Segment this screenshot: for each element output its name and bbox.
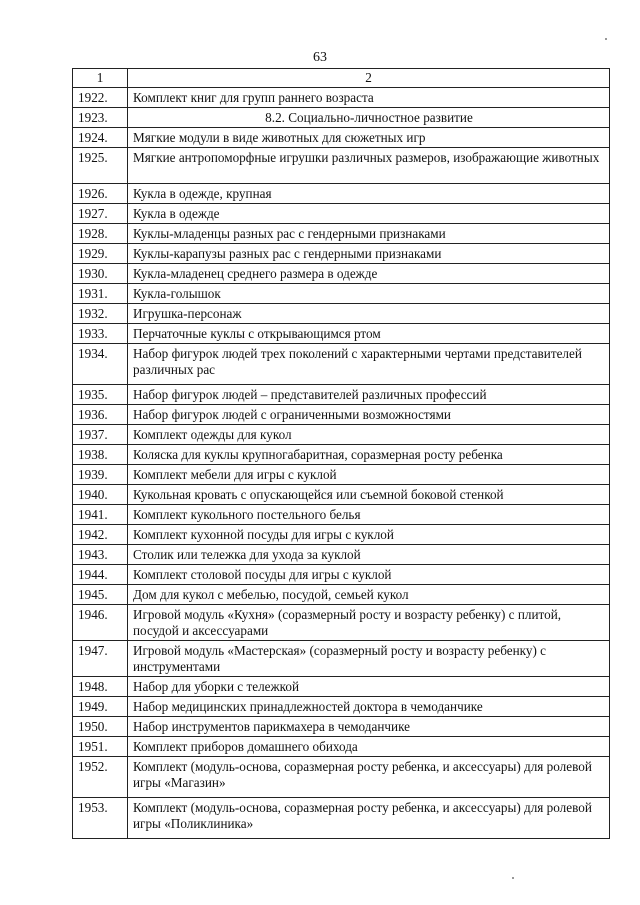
row-text: Комплект (модуль-основа, соразмерная росту ребенка, и аксессуары) для ролевой игры «Поликлиника»	[128, 798, 610, 839]
table-row	[73, 324, 610, 344]
row-text: Мягкие модули в виде животных для сюжетных игр	[128, 128, 610, 148]
row-number: 1937.	[73, 425, 128, 445]
row-text: Игрушка-персонаж	[128, 304, 610, 324]
row-number: 1942.	[73, 525, 128, 545]
row-number: 1926.	[73, 184, 128, 204]
row-number: 1940.	[73, 485, 128, 505]
table-row	[73, 545, 610, 565]
row-number: 1922.	[73, 88, 128, 108]
row-text: Комплект одежды для кукол	[128, 425, 610, 445]
row-number: 1930.	[73, 264, 128, 284]
row-text: Комплект столовой посуды для игры с куклой	[128, 565, 610, 585]
row-number: 1953.	[73, 798, 128, 839]
page-number: 63	[313, 50, 327, 65]
table-row	[73, 465, 610, 485]
row-text: Набор для уборки с тележкой	[128, 677, 610, 697]
row-number: 1929.	[73, 244, 128, 264]
row-text: Куклы-карапузы разных рас с гендерными признаками	[128, 244, 610, 264]
row-text: Набор медицинских принадлежностей доктора в чемоданчике	[128, 697, 610, 717]
row-text: Кукла-младенец среднего размера в одежде	[128, 264, 610, 284]
row-text: Комплект книг для групп раннего возраста	[128, 88, 610, 108]
table-row	[73, 641, 610, 677]
row-number: 1928.	[73, 224, 128, 244]
row-text: Набор фигурок людей с ограниченными возможностями	[128, 405, 610, 425]
scan-speck	[605, 38, 607, 40]
row-text: Столик или тележка для ухода за куклой	[128, 545, 610, 565]
table-row	[73, 425, 610, 445]
table-row	[73, 445, 610, 465]
row-number: 1935.	[73, 385, 128, 405]
equipment-table	[72, 68, 610, 839]
table-row	[73, 677, 610, 697]
table-row	[73, 757, 610, 798]
row-text: Игровой модуль «Кухня» (соразмерный росту и возрасту ребенку) с плитой, посудой и аксессуарами	[128, 605, 610, 641]
table-row	[73, 798, 610, 839]
row-text: Коляска для куклы крупногабаритная, соразмерная росту ребенка	[128, 445, 610, 465]
row-text: Перчаточные куклы с открывающимся ртом	[128, 324, 610, 344]
table-row	[73, 485, 610, 505]
row-text: Комплект приборов домашнего обихода	[128, 737, 610, 757]
row-text: Комплект мебели для игры с куклой	[128, 465, 610, 485]
row-number: 1939.	[73, 465, 128, 485]
row-number: 1949.	[73, 697, 128, 717]
row-text: Комплект (модуль-основа, соразмерная росту ребенка, и аксессуары) для ролевой игры «Магазин»	[128, 757, 610, 798]
row-text: Набор инструментов парикмахера в чемоданчике	[128, 717, 610, 737]
row-text: Набор фигурок людей трех поколений с характерными чертами представителей различных рас	[128, 344, 610, 385]
row-text: Набор фигурок людей – представителей различных профессий	[128, 385, 610, 405]
table-row	[73, 505, 610, 525]
row-number: 1941.	[73, 505, 128, 525]
row-text: Кукла-голышок	[128, 284, 610, 304]
row-number: 1934.	[73, 344, 128, 385]
column-header: 2	[128, 69, 610, 88]
row-number: 1951.	[73, 737, 128, 757]
table-row	[73, 405, 610, 425]
row-number: 1927.	[73, 204, 128, 224]
table-row	[73, 565, 610, 585]
table-row	[73, 128, 610, 148]
row-text: Игровой модуль «Мастерская» (соразмерный росту и возрасту ребенку) с инструментами	[128, 641, 610, 677]
table-row	[73, 284, 610, 304]
table-row	[73, 204, 610, 224]
row-text: Дом для кукол с мебелью, посудой, семьей кукол	[128, 585, 610, 605]
section-heading: 8.2. Социально-личностное развитие	[128, 108, 610, 128]
table-row	[73, 737, 610, 757]
table-row	[73, 344, 610, 385]
row-number: 1924.	[73, 128, 128, 148]
table-row	[73, 88, 610, 108]
column-header: 1	[73, 69, 128, 88]
row-number: 1933.	[73, 324, 128, 344]
row-text: Комплект кукольного постельного белья	[128, 505, 610, 525]
row-text: Куклы-младенцы разных рас с гендерными признаками	[128, 224, 610, 244]
table-row	[73, 697, 610, 717]
row-text: Мягкие антропоморфные игрушки различных размеров, изображающие животных	[128, 148, 610, 184]
row-number: 1931.	[73, 284, 128, 304]
table-row	[73, 244, 610, 264]
row-number: 1946.	[73, 605, 128, 641]
table-row	[73, 304, 610, 324]
row-number: 1945.	[73, 585, 128, 605]
row-number: 1932.	[73, 304, 128, 324]
table-row	[73, 525, 610, 545]
section-row	[73, 108, 610, 128]
row-number: 1948.	[73, 677, 128, 697]
scan-speck	[512, 877, 514, 879]
row-text: Кукла в одежде, крупная	[128, 184, 610, 204]
table-row	[73, 585, 610, 605]
row-number: 1952.	[73, 757, 128, 798]
row-number: 1925.	[73, 148, 128, 184]
table-row	[73, 264, 610, 284]
row-number: 1943.	[73, 545, 128, 565]
row-text: Комплект кухонной посуды для игры с куклой	[128, 525, 610, 545]
row-number: 1950.	[73, 717, 128, 737]
table-header-row	[73, 69, 610, 88]
table-row	[73, 184, 610, 204]
table-row	[73, 717, 610, 737]
table-row	[73, 605, 610, 641]
row-number: 1947.	[73, 641, 128, 677]
row-number: 1944.	[73, 565, 128, 585]
table-row	[73, 385, 610, 405]
row-number: 1923.	[73, 108, 128, 128]
table-row	[73, 224, 610, 244]
row-text: Кукольная кровать с опускающейся или съемной боковой стенкой	[128, 485, 610, 505]
row-number: 1938.	[73, 445, 128, 465]
table-row	[73, 148, 610, 184]
row-number: 1936.	[73, 405, 128, 425]
row-text: Кукла в одежде	[128, 204, 610, 224]
